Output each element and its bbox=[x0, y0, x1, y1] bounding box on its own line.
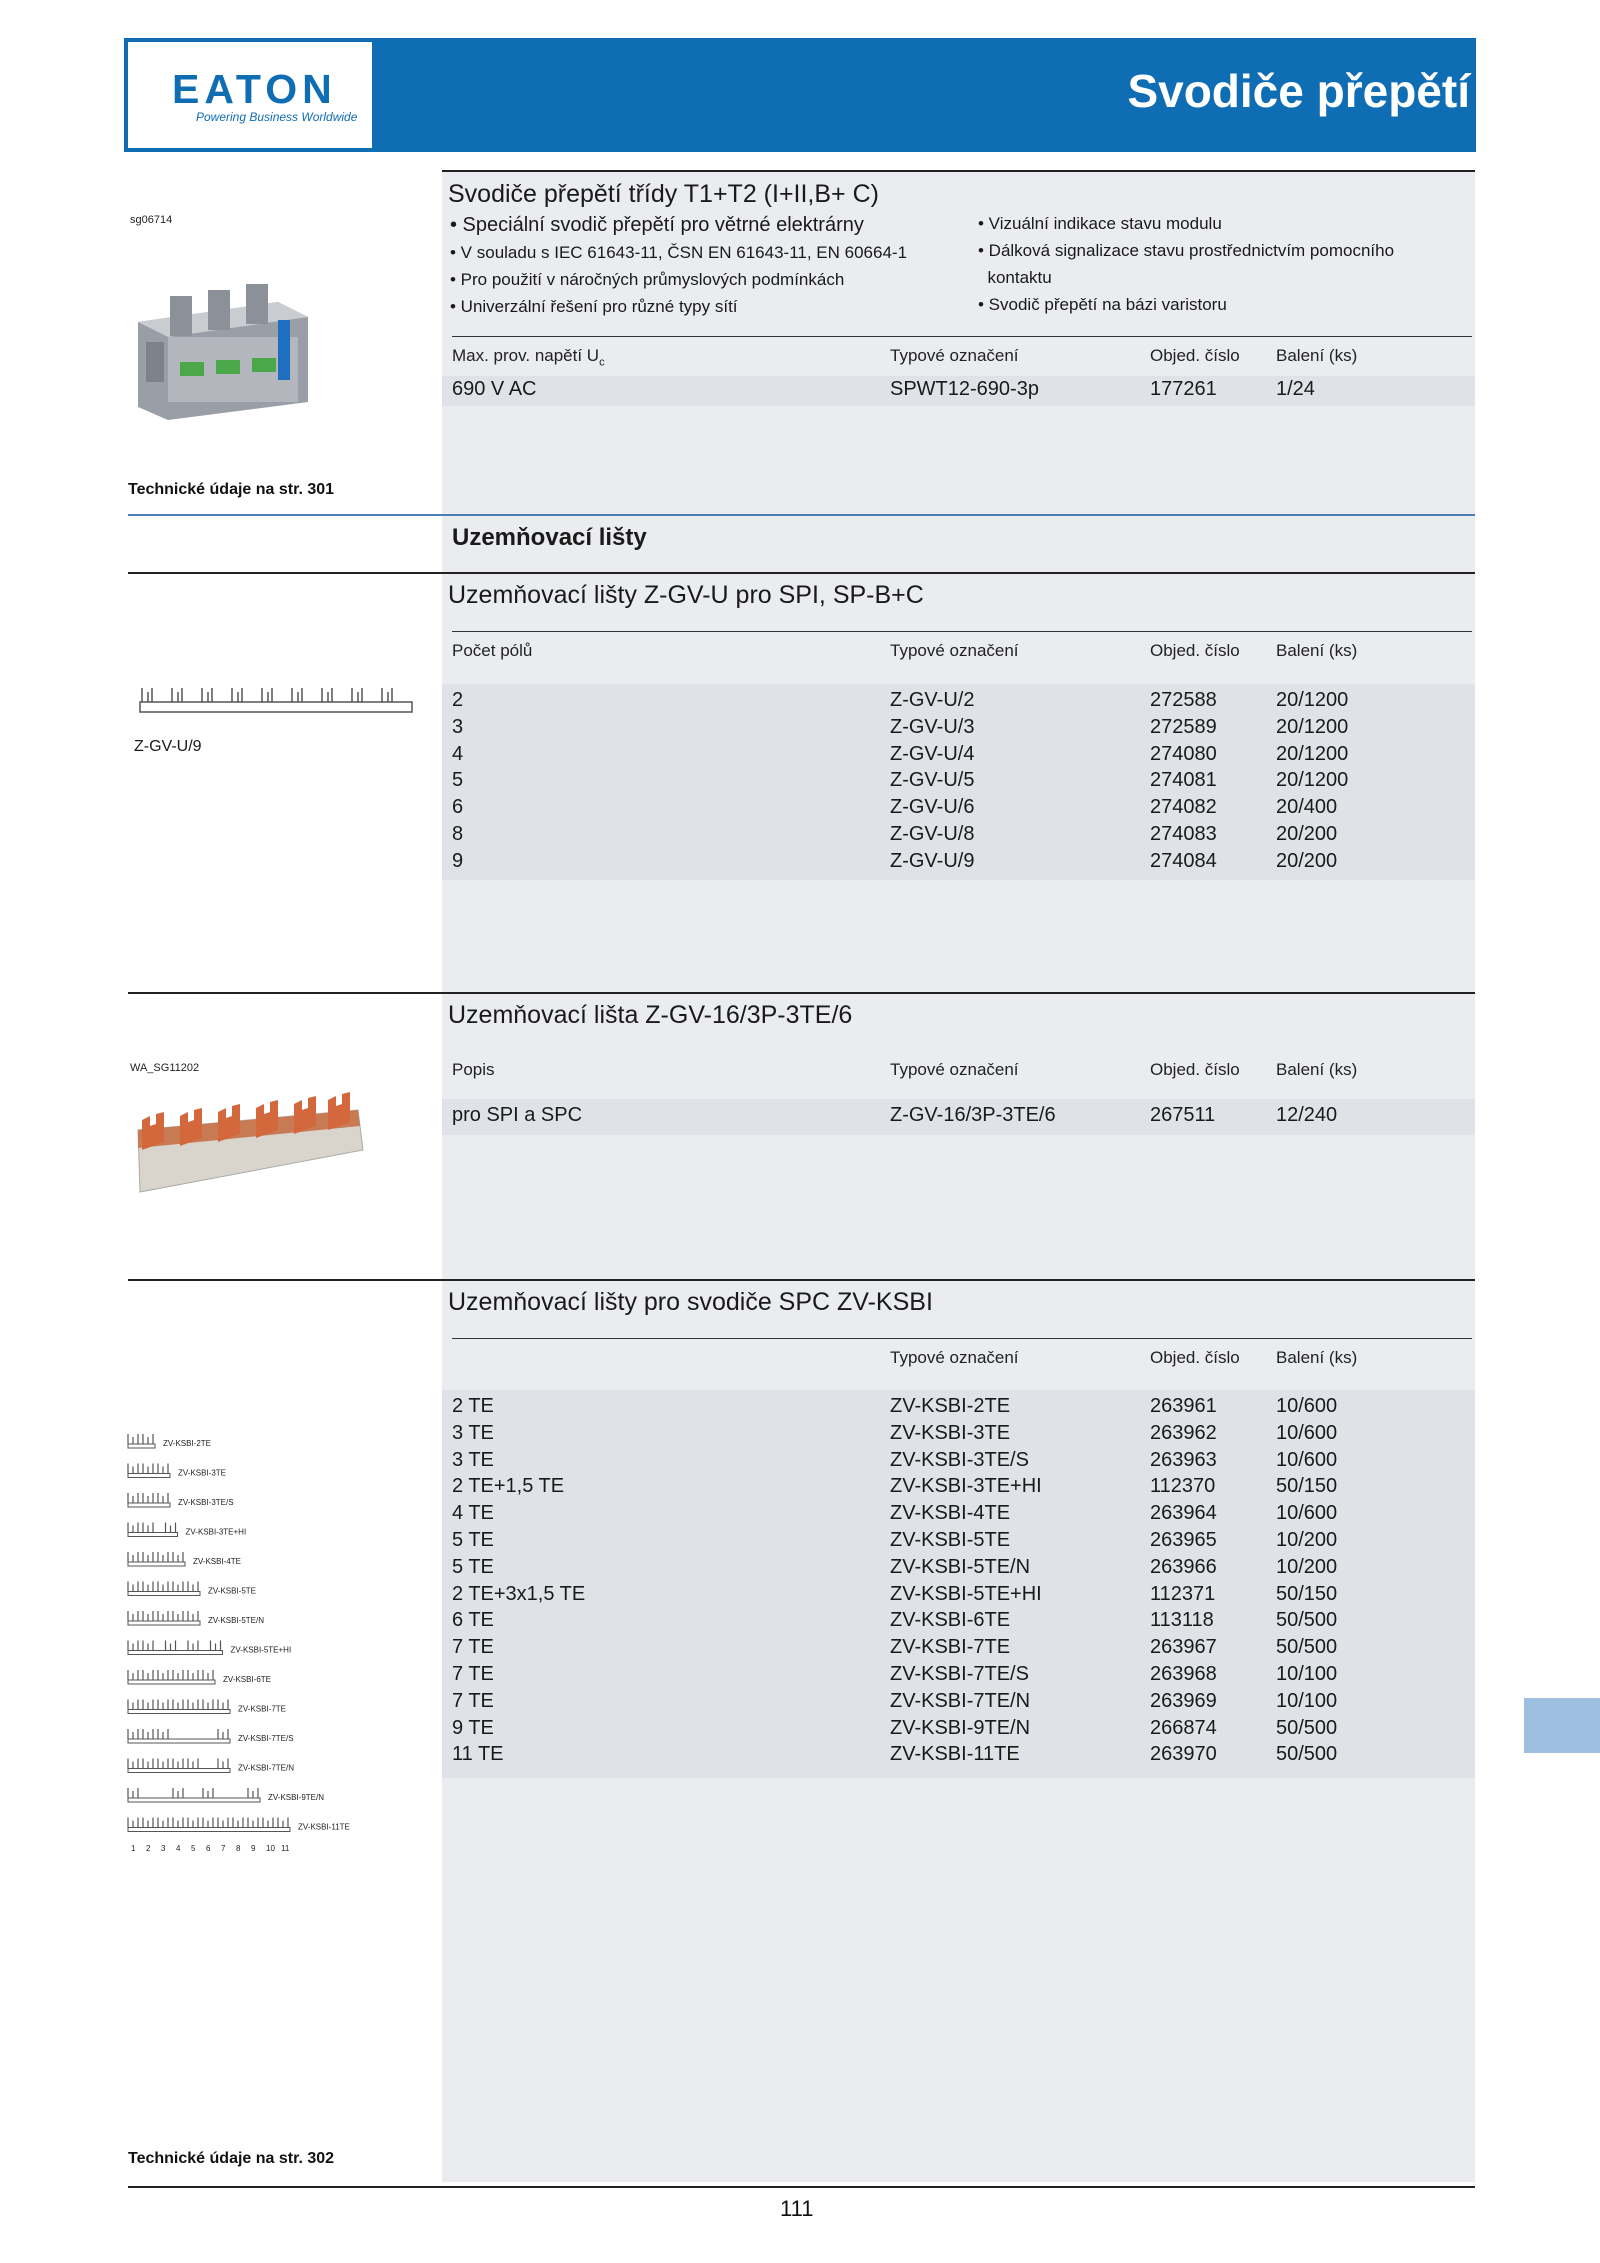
table-cell: 7 TE bbox=[452, 1662, 494, 1685]
footer-rule bbox=[128, 2186, 1475, 2188]
ksbi-busbar-diagram bbox=[128, 1729, 294, 1743]
table-cell: 4 bbox=[452, 742, 464, 765]
ksbi-busbar-diagram bbox=[128, 1670, 271, 1684]
section2-image-label: Z-GV-U/9 bbox=[134, 738, 202, 755]
bullet-item: • Speciální svodič přepětí pro větrné elektrárny bbox=[450, 214, 864, 236]
section1-bullets-right bbox=[978, 210, 1458, 318]
table-cell: 4 TE bbox=[452, 1502, 494, 1525]
ksbi-diagram-label: ZV-KSBI-2TE bbox=[163, 1439, 212, 1448]
table-cell: 10/600 bbox=[1276, 1395, 1338, 1417]
table-cell: ZV-KSBI-7TE/N bbox=[890, 1689, 1031, 1712]
table-cell: 2 TE+3x1,5 TE bbox=[452, 1582, 586, 1605]
table-cell: 10/100 bbox=[1276, 1689, 1338, 1712]
table-cell: 112370 bbox=[1150, 1475, 1216, 1498]
table-cell: 6 bbox=[452, 796, 464, 819]
section3-title: Uzemňovací lišta Z-GV-16/3P-3TE/6 bbox=[448, 1001, 853, 1029]
table-cell: 274082 bbox=[1150, 796, 1217, 819]
col-header-type: Typové označení bbox=[890, 641, 1019, 660]
table-cell: 10/200 bbox=[1276, 1555, 1338, 1578]
col-header-pack: Balení (ks) bbox=[1276, 641, 1358, 660]
table-cell: 274080 bbox=[1150, 742, 1217, 765]
col-pack bbox=[1276, 687, 1348, 875]
bullet-item: • Dálková signalizace stavu prostřednictvím pomocního bbox=[978, 241, 1395, 260]
ksbi-diagram-label: ZV-KSBI-7TE/S bbox=[238, 1734, 294, 1743]
col-header-order: Objed. číslo bbox=[1150, 641, 1240, 660]
ksbi-busbar-diagram bbox=[128, 1523, 246, 1537]
col-header-voltage: Max. prov. napětí $U_c$ bbox=[452, 346, 605, 369]
col-header-type: Typové označení bbox=[890, 1060, 1019, 1079]
tech-note-302: Technické údaje na str. 302 bbox=[128, 2150, 335, 2167]
ksbi-diagram-label: ZV-KSBI-7TE bbox=[238, 1704, 287, 1714]
col-header-order: Objed. číslo bbox=[1150, 1348, 1240, 1367]
table-cell: ZV-KSBI-3TE/S bbox=[890, 1448, 1029, 1471]
section1-title: Svodiče přepětí třídy T1+T2 (I+II,B+ C) bbox=[448, 180, 879, 208]
col-header-poles: Počet pólů bbox=[452, 641, 533, 660]
table-cell: 50/500 bbox=[1276, 1609, 1338, 1632]
pin-busbar-image bbox=[128, 1090, 368, 1200]
table-cell: 5 TE bbox=[452, 1555, 494, 1578]
cell-voltage: 690 V AC bbox=[452, 378, 537, 400]
bullet-item: • Svodič přepětí na bázi varistoru bbox=[978, 295, 1227, 314]
table-cell: 7 TE bbox=[452, 1689, 494, 1712]
section1-header-rule bbox=[452, 336, 1472, 337]
table-cell: ZV-KSBI-3TE+HI bbox=[890, 1475, 1042, 1498]
table-cell: 263964 bbox=[1150, 1502, 1217, 1525]
table-cell: ZV-KSBI-5TE bbox=[890, 1528, 1011, 1551]
ksbi-busbar-diagram bbox=[128, 1493, 234, 1507]
section3-top-rule bbox=[128, 992, 1475, 994]
table-cell: 20/200 bbox=[1276, 849, 1338, 872]
cell-pack: 1/24 bbox=[1276, 378, 1315, 400]
table-cell: 2 TE bbox=[452, 1395, 494, 1417]
section4-header-rule bbox=[452, 1338, 1472, 1339]
tech-note-301: Technické údaje na str. 301 bbox=[128, 481, 335, 498]
table-cell: 263969 bbox=[1150, 1689, 1217, 1712]
col-header-pack: Balení (ks) bbox=[1276, 346, 1358, 365]
table-cell: Z-GV-U/2 bbox=[890, 689, 975, 711]
table-cell: ZV-KSBI-3TE bbox=[890, 1421, 1011, 1444]
ksbi-busbar-diagram bbox=[128, 1700, 286, 1714]
table-cell: 263966 bbox=[1150, 1555, 1217, 1578]
col-header-order: Objed. číslo bbox=[1150, 1060, 1240, 1079]
ksbi-busbar-diagram bbox=[128, 1759, 294, 1773]
bullet-item: kontaktu bbox=[978, 268, 1052, 287]
section4-top-rule bbox=[128, 1279, 1475, 1281]
table-cell: 20/1200 bbox=[1276, 742, 1349, 765]
table-cell: 274084 bbox=[1150, 849, 1217, 872]
page-number: 111 bbox=[780, 2196, 814, 2221]
ksbi-busbar-diagram bbox=[128, 1582, 256, 1596]
table-cell: ZV-KSBI-5TE+HI bbox=[890, 1582, 1042, 1605]
eaton-logo: EATON bbox=[172, 66, 337, 112]
table-cell: 263967 bbox=[1150, 1636, 1217, 1659]
col-type bbox=[890, 1393, 1042, 1768]
table-cell: 7 TE bbox=[452, 1636, 494, 1659]
table-cell: 10/600 bbox=[1276, 1448, 1338, 1471]
table-cell: 113118 bbox=[1150, 1609, 1214, 1632]
section2-header-rule bbox=[452, 631, 1472, 632]
table-cell: 50/150 bbox=[1276, 1475, 1338, 1498]
ksbi-busbar-diagram bbox=[128, 1818, 350, 1832]
table-cell: ZV-KSBI-7TE/S bbox=[890, 1662, 1029, 1685]
bullet-item: • V souladu s IEC 61643-11, ČSN EN 61643-11, EN 60664-1 bbox=[450, 243, 908, 262]
busbar-z-gv-u-image bbox=[138, 684, 418, 714]
ksbi-diagram-label: ZV-KSBI-5TE/N bbox=[208, 1616, 265, 1625]
cell-pack: 12/240 bbox=[1276, 1104, 1338, 1126]
ksbi-pin-number: 9 bbox=[251, 1844, 256, 1853]
ksbi-diagram-label: ZV-KSBI-7TE/N bbox=[238, 1763, 295, 1773]
logo-tagline: Powering Business Worldwide bbox=[196, 110, 358, 124]
ksbi-diagram-label: ZV-KSBI-9TE/N bbox=[268, 1793, 325, 1802]
ksbi-pin-number: 6 bbox=[206, 1844, 211, 1853]
table-cell: 50/500 bbox=[1276, 1716, 1338, 1739]
table-cell: 10/200 bbox=[1276, 1528, 1338, 1551]
table-cell: ZV-KSBI-6TE bbox=[890, 1609, 1011, 1632]
table-cell: 5 bbox=[452, 769, 464, 792]
ksbi-diagram-label: ZV-KSBI-4TE bbox=[193, 1557, 242, 1566]
table-cell: 50/500 bbox=[1276, 1743, 1338, 1766]
ksbi-diagram-label: ZV-KSBI-3TE/S bbox=[178, 1498, 234, 1507]
table-cell: 8 bbox=[452, 822, 464, 845]
table-cell: 274081 bbox=[1150, 769, 1217, 792]
table-cell: 263968 bbox=[1150, 1662, 1217, 1685]
table-cell: 6 TE bbox=[452, 1609, 494, 1632]
table-cell: 274083 bbox=[1150, 822, 1217, 845]
ksbi-diagram-label: ZV-KSBI-3TE bbox=[178, 1468, 227, 1478]
table-cell: 3 TE bbox=[452, 1421, 494, 1444]
table-cell: Z-GV-U/3 bbox=[890, 715, 975, 738]
col-pack bbox=[1276, 1393, 1337, 1768]
cell-type: SPWT12-690-3p bbox=[890, 378, 1039, 400]
table-cell: 2 bbox=[452, 689, 464, 711]
bullet-item: • Univerzální řešení pro různé typy sítí bbox=[450, 297, 738, 316]
table-cell: 272589 bbox=[1150, 715, 1217, 738]
content-panel bbox=[442, 172, 1475, 2182]
table-cell: ZV-KSBI-5TE/N bbox=[890, 1555, 1031, 1578]
ksbi-pin-number: 5 bbox=[191, 1844, 196, 1853]
table-cell: 2 TE+1,5 TE bbox=[452, 1475, 565, 1498]
bullet-item: • Vizuální indikace stavu modulu bbox=[978, 214, 1222, 233]
ksbi-pin-number: 3 bbox=[161, 1844, 166, 1853]
section3-image-label: WA_SG11202 bbox=[130, 1062, 200, 1074]
ksbi-diagram-label: ZV-KSBI-5TE+HI bbox=[230, 1645, 292, 1655]
page-title: Svodiče přepětí bbox=[1127, 65, 1470, 117]
ksbi-diagram-label: ZV-KSBI-11TE bbox=[298, 1822, 350, 1832]
ksbi-diagram-label: ZV-KSBI-6TE bbox=[223, 1675, 272, 1684]
table-cell: 20/1200 bbox=[1276, 715, 1349, 738]
ksbi-pin-number: 8 bbox=[236, 1844, 241, 1853]
table-cell: 9 TE bbox=[452, 1716, 494, 1739]
table-cell: 9 bbox=[452, 849, 464, 872]
bullet-item: • Pro použití v náročných průmyslových podmínkách bbox=[450, 270, 845, 289]
table-cell: 112371 bbox=[1150, 1582, 1216, 1605]
cell-type: Z-GV-16/3P-3TE/6 bbox=[890, 1104, 1056, 1126]
section1-image-label: sg06714 bbox=[130, 214, 173, 226]
col-order bbox=[1150, 1393, 1217, 1768]
section1-bullets-left bbox=[450, 212, 970, 320]
section-divider-blue bbox=[128, 514, 1475, 516]
ksbi-pin-number: 7 bbox=[221, 1844, 226, 1853]
ksbi-busbar-diagram bbox=[128, 1434, 211, 1448]
table-cell: Z-GV-U/4 bbox=[890, 742, 975, 765]
ksbi-diagram-label: ZV-KSBI-3TE+HI bbox=[185, 1527, 247, 1537]
table-cell: 50/500 bbox=[1276, 1636, 1338, 1659]
table-cell: 20/1200 bbox=[1276, 769, 1349, 792]
cell-description: pro SPI a SPC bbox=[452, 1104, 583, 1126]
table-cell: ZV-KSBI-11TE bbox=[890, 1743, 1020, 1766]
col-header-pack: Balení (ks) bbox=[1276, 1060, 1358, 1079]
table-cell: 20/400 bbox=[1276, 796, 1338, 819]
ksbi-busbar-diagram bbox=[128, 1552, 241, 1566]
chapter-tab bbox=[1524, 1698, 1600, 1753]
table-cell: 10/600 bbox=[1276, 1502, 1338, 1525]
table-cell: ZV-KSBI-7TE bbox=[890, 1636, 1011, 1659]
table-cell: 10/600 bbox=[1276, 1421, 1338, 1444]
col-order bbox=[1150, 687, 1217, 875]
table-cell: 263963 bbox=[1150, 1448, 1217, 1471]
table-cell: Z-GV-U/8 bbox=[890, 822, 975, 845]
col-header-type: Typové označení bbox=[890, 1348, 1019, 1367]
cell-order: 177261 bbox=[1150, 378, 1217, 400]
table-cell: 272588 bbox=[1150, 689, 1217, 711]
section2-title: Uzemňovací lišty Z-GV-U pro SPI, SP-B+C bbox=[448, 581, 924, 609]
section2-top-rule bbox=[128, 572, 1475, 574]
table-cell: 3 TE bbox=[452, 1448, 494, 1471]
table-cell: 263962 bbox=[1150, 1421, 1217, 1444]
col-header-type: Typové označení bbox=[890, 346, 1019, 365]
table-cell: 263961 bbox=[1150, 1395, 1217, 1417]
table-cell: Z-GV-U/9 bbox=[890, 849, 975, 872]
table-cell: 10/100 bbox=[1276, 1662, 1338, 1685]
table-cell: Z-GV-U/6 bbox=[890, 796, 975, 819]
section4-title: Uzemňovací lišty pro svodiče SPC ZV-KSBI bbox=[448, 1288, 933, 1316]
table-cell: 263965 bbox=[1150, 1528, 1217, 1551]
table-cell: 266874 bbox=[1150, 1716, 1217, 1739]
ksbi-pin-number: 10 bbox=[266, 1844, 275, 1853]
table-cell: 20/1200 bbox=[1276, 689, 1349, 711]
cell-order: 267511 bbox=[1150, 1104, 1216, 1126]
col-poles bbox=[452, 687, 463, 875]
col-header-description: Popis bbox=[452, 1060, 495, 1079]
section2-heading: Uzemňovací lišty bbox=[452, 524, 647, 551]
zv-ksbi-diagrams bbox=[126, 1430, 456, 1853]
ksbi-pin-number: 1 bbox=[131, 1844, 136, 1853]
ksbi-diagram-label: ZV-KSBI-5TE bbox=[208, 1586, 257, 1596]
table-cell: 50/150 bbox=[1276, 1582, 1338, 1605]
col-header-order: Objed. číslo bbox=[1150, 346, 1240, 365]
table-cell: 5 TE bbox=[452, 1528, 494, 1551]
col-header-pack: Balení (ks) bbox=[1276, 1348, 1358, 1367]
ksbi-busbar-diagram bbox=[128, 1464, 226, 1478]
ksbi-busbar-diagram bbox=[128, 1788, 324, 1802]
surge-arrester-image bbox=[128, 262, 318, 422]
ksbi-busbar-diagram bbox=[128, 1611, 264, 1625]
col-size bbox=[452, 1393, 585, 1768]
table-cell: ZV-KSBI-4TE bbox=[890, 1502, 1011, 1525]
table-cell: ZV-KSBI-9TE/N bbox=[890, 1716, 1031, 1739]
ksbi-pin-number: 4 bbox=[176, 1844, 181, 1853]
ksbi-busbar-diagram bbox=[128, 1641, 291, 1655]
ksbi-pin-number: 11 bbox=[281, 1844, 290, 1853]
table-cell: ZV-KSBI-2TE bbox=[890, 1395, 1011, 1417]
section1-top-rule bbox=[442, 170, 1475, 172]
table-cell: 11 TE bbox=[452, 1743, 504, 1766]
table-cell: 263970 bbox=[1150, 1743, 1217, 1766]
table-cell: 3 bbox=[452, 715, 464, 738]
ksbi-pin-number: 2 bbox=[146, 1844, 151, 1853]
col-type bbox=[890, 687, 974, 875]
table-cell: 20/200 bbox=[1276, 822, 1338, 845]
table-cell: Z-GV-U/5 bbox=[890, 769, 975, 792]
